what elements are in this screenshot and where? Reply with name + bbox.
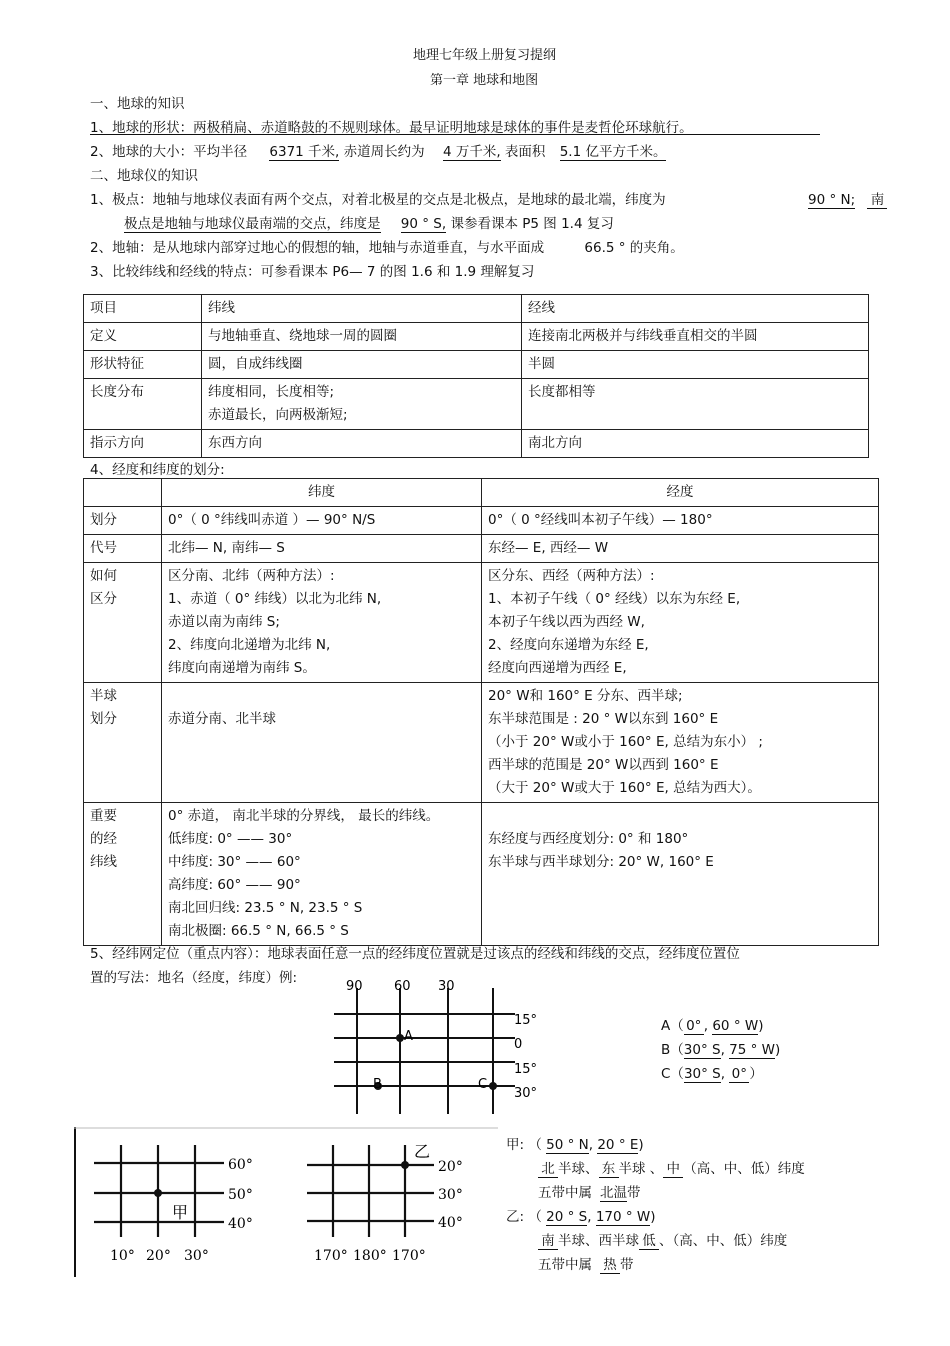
- cell-line: 西半球的范围是 20° W以西到 160° E: [488, 757, 719, 773]
- table-row: [84, 351, 869, 379]
- grid2-right-right-label: 30°: [438, 1187, 463, 1203]
- answer-value: 低: [639, 1229, 659, 1250]
- table-cell: [84, 563, 162, 683]
- answer-suffix: ): [775, 1042, 781, 1058]
- chapter-title: 第一章 地球和地图: [430, 73, 539, 88]
- answer-sep: ,: [587, 1209, 596, 1225]
- table-cell: 东经— E, 西经— W: [482, 535, 879, 563]
- table-cell: 东西方向: [202, 430, 522, 458]
- grid2-left-right-label: 50°: [228, 1187, 253, 1203]
- answer-value: 20 ° E: [597, 1137, 639, 1153]
- answer-value: 20 ° S: [546, 1209, 588, 1225]
- scanned-grid-figure: [74, 1127, 498, 1277]
- answer-sep: ,: [720, 1042, 725, 1058]
- poles-text: 1、极点：地轴与地球仪表面有两个交点，对着北极星的交点是北极点，是地球的最北端，纬度为: [90, 192, 666, 208]
- answer-prefix: 甲: （: [506, 1137, 547, 1153]
- notation-line: 置的写法：地名（经度，纬度）例:: [90, 970, 298, 986]
- table-header: 经线: [522, 295, 869, 323]
- table-row: [84, 379, 869, 430]
- table-cell: 半圆: [522, 351, 869, 379]
- equator-length-value: 4 万千米,: [443, 140, 501, 161]
- table-header: 纬线: [202, 295, 522, 323]
- answer-text: 带: [620, 1257, 634, 1273]
- page-title: 地理七年级上册复习提纲: [413, 48, 557, 63]
- point-c-marker: [489, 1082, 497, 1090]
- answer-suffix: ): [758, 1018, 764, 1034]
- cell-line: 东半球范围是 : 20 ° W以东到 160° E: [488, 711, 719, 727]
- section-heading-globe: 二、地球仪的知识: [90, 168, 198, 184]
- cell-line: 东半球与西半球划分: 20° W, 160° E: [488, 854, 714, 870]
- cell-line: 2、纬度向北递增为北纬 N,: [168, 637, 331, 653]
- cell-line: 1、赤道（ 0° 纬线）以北为北纬 N,: [168, 591, 382, 607]
- answer-yi-coords: [506, 1205, 656, 1226]
- table-cell: [482, 683, 879, 803]
- table-header-row: [84, 295, 869, 323]
- earth-size-label: 2、地球的大小：平均半径: [90, 144, 248, 160]
- answer-jia-coords: [506, 1133, 644, 1154]
- grid-top-label: 90: [346, 979, 363, 994]
- cell-line: 本初子午线以西为西经 W,: [488, 614, 645, 630]
- earth-size-label-2: 赤道周长约为: [343, 144, 425, 160]
- latitude-longitude-comparison-table: [83, 294, 869, 458]
- grid2-left-right-label: 60°: [228, 1157, 253, 1173]
- answer-value: 热: [600, 1253, 620, 1274]
- grid2-left-bottom-label: 10°: [110, 1248, 135, 1264]
- cell-line: 区分: [90, 591, 117, 607]
- earth-shape-text: 1、地球的形状：两极稍扁、赤道略鼓的不规则球体。最早证明地球是球体的事件是麦哲伦环球航行。: [90, 120, 693, 136]
- answer-value: 东: [599, 1157, 619, 1178]
- table-cell: [202, 379, 522, 430]
- axis-text: 2、地轴：是从地球内部穿过地心的假想的轴，地轴与赤道垂直，与水平面成: [90, 240, 545, 256]
- answer-prefix: 乙: （: [506, 1209, 547, 1225]
- answer-value: 北温: [600, 1181, 627, 1202]
- answer-suffix: ): [638, 1137, 644, 1153]
- cell-line: 区分东、西经（两种方法）:: [488, 568, 655, 584]
- south-pole-line: [124, 212, 614, 233]
- south-pole-ref: 课参看课本 P5 图 1.4 复习: [450, 216, 614, 232]
- answer-c: [661, 1062, 763, 1083]
- grid-right-label: 0: [514, 1037, 523, 1052]
- cell-line: 半球: [90, 688, 117, 704]
- cell-line: 纬度向南递增为南纬 S。: [168, 660, 316, 676]
- answer-sep: ,: [720, 1066, 726, 1082]
- answer-value: 北: [538, 1157, 558, 1178]
- table-header-row: [84, 479, 879, 507]
- point-a-marker: [396, 1034, 404, 1042]
- cell-line: 如何: [90, 568, 117, 584]
- section-heading-earth: 一、地球的知识: [90, 96, 185, 112]
- cell-line: 1、本初子午线（ 0° 经线）以东为东经 E,: [488, 591, 741, 607]
- answer-yi-hemisphere: [538, 1229, 787, 1250]
- south-pole-text: 极点是地轴与地球仪最南端的交点，纬度是: [124, 216, 381, 232]
- table-header-empty: [84, 479, 162, 507]
- earth-radius-value: 6371 千米,: [269, 140, 339, 161]
- earth-size-label-3: 表面积: [504, 144, 546, 160]
- point-jia-marker: [154, 1189, 162, 1197]
- poles-line: [90, 188, 666, 208]
- table-cell: 形状特征: [84, 351, 202, 379]
- grid-right-label: 30°: [514, 1086, 538, 1101]
- table-cell: 连接南北两极并与纬线垂直相交的半圆: [522, 323, 869, 351]
- cell-line: 0° 赤道， 南北半球的分界线， 最长的纬线。: [168, 808, 440, 824]
- answer-prefix: C（: [661, 1066, 684, 1082]
- cell-line: 的经: [90, 831, 117, 847]
- cell-line: 赤道最长，向两极渐短;: [208, 407, 348, 423]
- cell-line: 南北回归线: 23.5 ° N, 23.5 ° S: [168, 900, 363, 916]
- south-pole-value: 90 ° S,: [400, 216, 447, 232]
- answer-sep: ,: [588, 1137, 598, 1153]
- table-cell: 与地轴垂直、绕地球一周的圆圈: [202, 323, 522, 351]
- table-row: [84, 507, 879, 535]
- answer-yi-zone: [538, 1253, 634, 1274]
- grid2-left-bottom-label: 30°: [184, 1248, 209, 1264]
- south-char: 南: [867, 188, 887, 209]
- answer-text: 、（高、中、低）纬度: [659, 1233, 788, 1249]
- table-cell: 圆，自成纬线圈: [202, 351, 522, 379]
- table-cell: 北纬— N, 南纬— S: [162, 535, 482, 563]
- answer-prefix: A（: [661, 1018, 684, 1034]
- section-heading-division: 4、经度和纬度的划分:: [90, 462, 225, 478]
- north-pole-value: 90 ° N;: [808, 192, 856, 208]
- cell-line: 划分: [90, 711, 117, 727]
- table-header: 项目: [84, 295, 202, 323]
- compare-line: 3、比较纬线和经线的特点：可参看课本 P6— 7 的图 1.6 和 1.9 理解复习: [90, 264, 535, 280]
- table-cell: 指示方向: [84, 430, 202, 458]
- table-cell: 南北方向: [522, 430, 869, 458]
- table-row: [84, 430, 869, 458]
- axis-line: [90, 236, 684, 256]
- point-jia-label: 甲: [172, 1203, 189, 1222]
- answer-value: 75 ° W: [729, 1042, 776, 1058]
- answer-text: 五带中属: [538, 1185, 592, 1201]
- grid2-right-bottom-label: 170°: [392, 1248, 426, 1264]
- table-cell: [84, 803, 162, 946]
- answer-jia-zone: [538, 1181, 641, 1202]
- cell-line: 中纬度: 30° —— 60°: [168, 854, 301, 870]
- answer-text: 半球 、: [618, 1161, 664, 1177]
- table-header: 纬度: [162, 479, 482, 507]
- table-cell: [162, 683, 482, 803]
- answer-value: 0°: [729, 1066, 749, 1083]
- answer-text: 带: [627, 1185, 641, 1201]
- table-cell: [482, 563, 879, 683]
- axis-angle-value: 66.5 °: [584, 240, 626, 256]
- answer-text: 半球、西半球: [558, 1233, 639, 1249]
- table-header: 经度: [482, 479, 879, 507]
- answer-suffix: ）: [749, 1066, 763, 1082]
- table-cell: 0°（ 0 °纬线叫赤道 ）— 90° N/S: [162, 507, 482, 535]
- answer-sep: ,: [703, 1018, 709, 1034]
- table-cell: [162, 803, 482, 946]
- grid2-right-bottom-label: 180°: [353, 1248, 387, 1264]
- grid2-left-bottom-label: 20°: [146, 1248, 171, 1264]
- surface-area-value: 5.1 亿平方千米。: [560, 140, 667, 161]
- cell-line: 2、经度向东递增为东经 E,: [488, 637, 649, 653]
- table-cell: 长度都相等: [522, 379, 869, 430]
- answer-suffix: ): [650, 1209, 656, 1225]
- cell-line: 低纬度: 0° —— 30°: [168, 831, 293, 847]
- grid2-right-bottom-label: 170°: [314, 1248, 348, 1264]
- table-cell: 0°（ 0 °经线叫本初子午线）— 180°: [482, 507, 879, 535]
- answer-jia-hemisphere: [538, 1157, 805, 1178]
- cell-line: 南北极圈: 66.5 ° N, 66.5 ° S: [168, 923, 349, 939]
- grid-positioning-line: 5、经纬网定位（重点内容）：地球表面任意一点的经纬度位置就是过该点的经线和纬线的交点，经纬度位置位: [90, 946, 740, 962]
- grid-right-label: 15°: [514, 1013, 538, 1028]
- cell-line: 重要: [90, 808, 117, 824]
- grid-top-label: 30: [438, 979, 455, 994]
- answer-value: 南: [538, 1229, 558, 1250]
- cell-line: 经度向西递增为西经 E,: [488, 660, 627, 676]
- cell-line: （大于 20° W或大于 160° E, 总结为西大）。: [488, 780, 761, 796]
- table-cell: [482, 803, 879, 946]
- grid2-right-right-label: 20°: [438, 1159, 463, 1175]
- cell-line: （小于 20° W或小于 160° E, 总结为东小） ;: [488, 734, 763, 750]
- answer-value: 50 ° N: [546, 1137, 589, 1153]
- north-pole-latitude: [808, 188, 887, 209]
- table-cell: [84, 683, 162, 803]
- table-cell: 长度分布: [84, 379, 202, 430]
- point-a-label: A: [404, 1029, 413, 1044]
- table-row: [84, 563, 879, 683]
- cell-line: 纬线: [90, 854, 117, 870]
- example-grid-diagram: [330, 976, 560, 1118]
- grid-top-label: 60: [394, 979, 411, 994]
- axis-text-2: 的夹角。: [629, 240, 684, 256]
- grid2-right-right-label: 40°: [438, 1215, 463, 1231]
- table-row: [84, 803, 879, 946]
- point-c-label: C: [478, 1077, 488, 1092]
- table-row: [84, 535, 879, 563]
- cell-line: 东经度与西经度划分: 0° 和 180°: [488, 831, 689, 847]
- latitude-longitude-division-table: [83, 478, 879, 946]
- answer-value: 30° S: [683, 1042, 721, 1058]
- answer-text: 五带中属: [538, 1257, 592, 1273]
- cell-line: 纬度相同，长度相等;: [208, 384, 335, 400]
- table-cell: 代号: [84, 535, 162, 563]
- earth-size-line: [90, 140, 666, 161]
- grid-right-label: 15°: [514, 1062, 538, 1077]
- table-row: [84, 323, 869, 351]
- answer-prefix: B（: [661, 1042, 684, 1058]
- cell-line: 赤道以南为南纬 S;: [168, 614, 280, 630]
- answer-text: 半球、: [558, 1161, 599, 1177]
- earth-shape-line: [90, 116, 820, 135]
- answer-value: 30° S: [683, 1066, 721, 1082]
- point-yi-label: 乙: [414, 1142, 431, 1161]
- answer-value: 中: [663, 1157, 683, 1178]
- answer-a: [661, 1014, 763, 1035]
- table-cell: 划分: [84, 507, 162, 535]
- answer-value: 170 ° W: [595, 1209, 651, 1225]
- table-cell: 定义: [84, 323, 202, 351]
- answer-value: 60 ° W: [712, 1018, 759, 1034]
- cell-line: 20° W和 160° E 分东、西半球;: [488, 688, 683, 704]
- cell-line: 高纬度: 60° —— 90°: [168, 877, 301, 893]
- point-yi-marker: [401, 1161, 409, 1169]
- answer-text: （高、中、低）纬度: [683, 1161, 805, 1177]
- answer-b: [661, 1038, 780, 1059]
- cell-line: 赤道分南、北半球: [168, 711, 276, 727]
- cell-line: 区分南、北纬（两种方法）:: [168, 568, 335, 584]
- table-cell: [162, 563, 482, 683]
- point-b-label: B: [373, 1077, 382, 1092]
- answer-value: 0°: [684, 1018, 704, 1035]
- table-row: [84, 683, 879, 803]
- grid2-left-right-label: 40°: [228, 1216, 253, 1232]
